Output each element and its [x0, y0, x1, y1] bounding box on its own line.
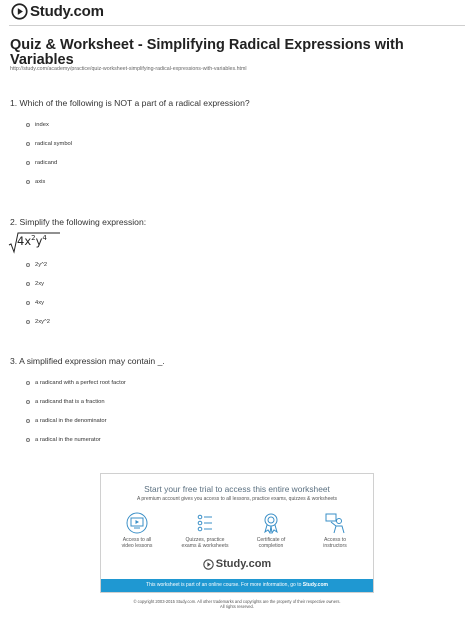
option-label: a radicand that is a fraction — [35, 399, 105, 405]
answer-option[interactable] — [26, 300, 44, 306]
radicand-expression — [17, 234, 47, 248]
exponent-x: 2 — [31, 234, 36, 243]
question-1: 1. Which of the following is NOT a part of a radical expression? — [10, 98, 250, 108]
radio-button[interactable] — [26, 142, 30, 146]
answer-option[interactable] — [26, 281, 44, 287]
radicand-base: 4x — [17, 234, 32, 248]
answer-option[interactable] — [26, 160, 57, 166]
option-label: a radical in the denominator — [35, 418, 107, 424]
copyright-line1: © copyright 2003-2015 Study.com. All other trademarks and copyrights are the property of their respective owners. — [133, 599, 341, 604]
feature-line1: Certificate of — [256, 537, 286, 543]
answer-option[interactable] — [26, 262, 47, 268]
answer-option[interactable] — [26, 179, 45, 185]
answer-option[interactable] — [26, 437, 101, 443]
answer-option[interactable] — [26, 399, 105, 405]
video-lesson-icon — [126, 512, 148, 534]
certificate-icon — [260, 512, 282, 534]
study-link[interactable]: Study.com — [302, 582, 328, 588]
copyright-notice — [0, 599, 474, 609]
page-header — [0, 0, 474, 27]
feature-line2: completion — [258, 543, 284, 550]
option-label: 2xy — [35, 281, 45, 287]
feature-quizzes — [171, 512, 239, 550]
radio-button[interactable] — [26, 419, 30, 423]
option-label: 2xy^2 — [35, 319, 50, 325]
promo-study-logo — [101, 558, 373, 570]
option-label: a radicand with a perfect root factor — [35, 380, 126, 386]
course-info-bar — [101, 579, 373, 592]
radio-button[interactable] — [26, 161, 30, 165]
feature-video-lessons — [103, 512, 171, 550]
copyright-line2: All rights reserved. — [220, 604, 254, 609]
radio-button[interactable] — [26, 320, 30, 324]
page-title: Quiz & Worksheet - Simplifying Radical Expressions with Variables — [10, 37, 404, 68]
radio-button[interactable] — [26, 381, 30, 385]
radio-button[interactable] — [26, 400, 30, 404]
answer-option[interactable] — [26, 380, 126, 386]
answer-option[interactable] — [26, 319, 50, 325]
feature-line2: exams & worksheets — [181, 543, 229, 550]
study-logo-icon — [203, 559, 214, 570]
option-label: axis — [35, 179, 46, 185]
option-label: index — [35, 122, 49, 128]
radio-button[interactable] — [26, 438, 30, 442]
header-divider — [9, 25, 465, 26]
answer-option[interactable] — [26, 141, 72, 147]
option-label: 2y^2 — [35, 262, 48, 268]
study-logo-icon — [11, 3, 28, 20]
study-logo[interactable] — [11, 3, 104, 20]
promo-logo-text: Study.com — [215, 558, 272, 570]
feature-line1: Quizzes, practice — [185, 537, 225, 543]
radio-button[interactable] — [26, 180, 30, 184]
answer-option[interactable] — [26, 418, 107, 424]
feature-certificate — [237, 512, 305, 550]
radicand-variable: y — [35, 234, 43, 248]
question-3: 3. A simplified expression may contain _. — [10, 356, 165, 366]
radio-button[interactable] — [26, 123, 30, 127]
radio-button[interactable] — [26, 263, 30, 267]
exponent-y: 4 — [42, 234, 47, 243]
radio-button[interactable] — [26, 301, 30, 305]
answer-option[interactable] — [26, 122, 49, 128]
promo-title: Start your free trial to access this entire worksheet — [144, 484, 330, 494]
source-url[interactable]: http://study.com/academy/practice/quiz-worksheet-simplifying-radical-expressions-with-variables.html — [10, 66, 247, 72]
feature-line1: Access to — [323, 537, 347, 543]
feature-line1: Access to all — [122, 537, 152, 543]
free-trial-promo[interactable] — [100, 473, 374, 593]
quiz-list-icon — [194, 512, 216, 534]
instructor-icon — [324, 512, 346, 534]
question-2: 2. Simplify the following expression: — [10, 217, 147, 227]
option-label: 4xy — [35, 300, 45, 306]
option-label: a radical in the numerator — [35, 437, 101, 443]
promo-subtitle: A premium account gives you access to all lessons, practice exams, quizzes & worksheets — [136, 496, 338, 502]
feature-line2: video lessons — [121, 543, 153, 550]
feature-instructors — [301, 512, 369, 550]
logo-text: Study.com — [30, 3, 104, 20]
feature-line2: instructors — [323, 543, 347, 550]
option-label: radicand — [35, 160, 58, 166]
course-info-text: This worksheet is part of an online course. For more information, go to — [146, 582, 302, 588]
radio-button[interactable] — [26, 282, 30, 286]
option-label: radical symbol — [35, 141, 73, 147]
